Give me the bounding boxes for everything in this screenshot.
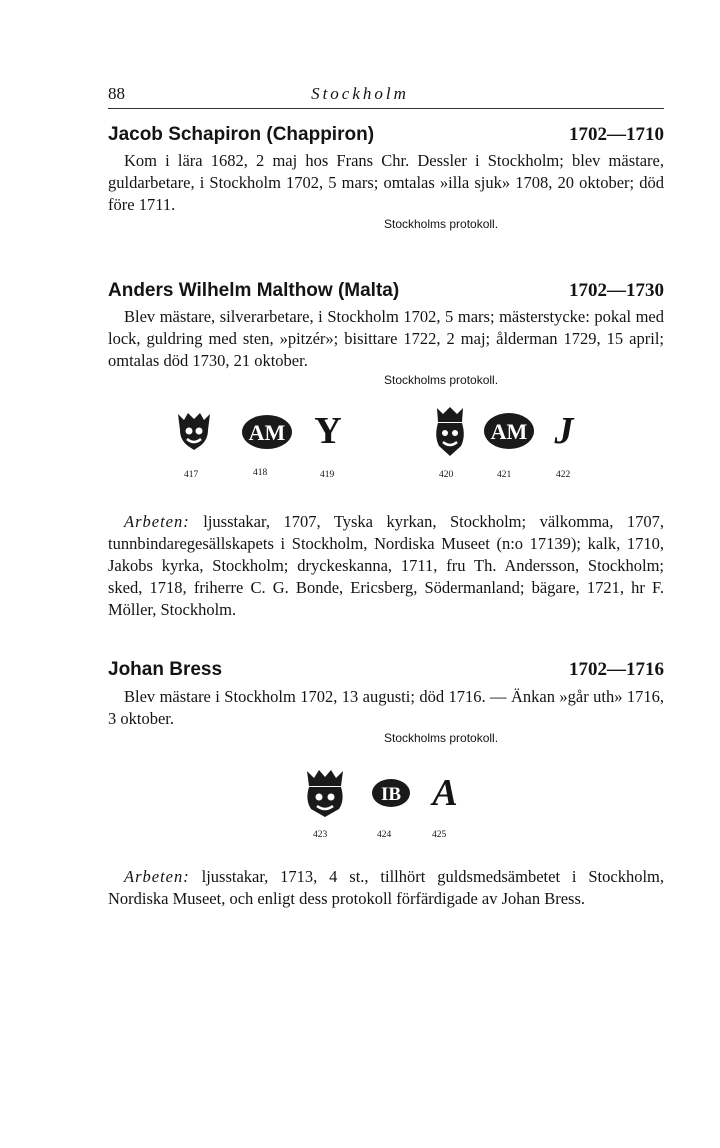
crowned-head-mark-icon	[430, 406, 470, 458]
entry-text: Kom i lära 1682, 2 maj hos Frans Chr. Dessler i Stockholm; blev mästare, guldarbetare, i Stockholm 1702, 5 mars; omtalas »illa sjuk» 1708, 20 oktober; död före 1711.	[108, 151, 664, 214]
entry-works	[108, 866, 664, 910]
entry-text: Blev mästare i Stockholm 1702, 13 augusti; död 1716. — Änkan »går uth» 1716, 3 oktober.	[108, 687, 664, 728]
entry-dates: 1702—1716	[569, 659, 664, 680]
entry-works	[108, 511, 664, 621]
entry-name: Jacob Schapiron (Chappiron)	[108, 124, 375, 145]
entry-source: Stockholms protokoll.	[384, 373, 499, 387]
mark-number: 419	[320, 470, 335, 480]
crowned-head-mark-icon	[173, 410, 215, 452]
AM-monogram-mark-icon	[241, 414, 293, 450]
letter-Y-mark-icon: Y	[314, 410, 342, 452]
AM-monogram-mark-icon	[483, 412, 535, 450]
mark-number: 418	[253, 468, 268, 478]
mark-number: 417	[184, 470, 199, 480]
running-head: Stockholm	[311, 84, 409, 103]
works-label: Arbeten:	[124, 512, 190, 531]
entry-dates: 1702—1730	[569, 280, 664, 301]
entry-heading	[108, 124, 664, 146]
entry-dates: 1702—1710	[569, 124, 664, 145]
mark-number: 421	[497, 470, 512, 480]
entry-source: Stockholms protokoll.	[384, 217, 499, 231]
mark-number: 425	[432, 830, 447, 840]
IB-monogram-mark-icon	[371, 778, 411, 808]
entry-text: Blev mästare, silverarbetare, i Stockholm 1702, 5 mars; mästerstycke: pokal med lock, guldring med sten, »pitzér»; bisittare 1722, 2 maj; ålderman 1729, 15 april; omtalas död 1730, 21 oktober.	[108, 307, 664, 370]
mark-number: 420	[439, 470, 454, 480]
mark-number: 422	[556, 470, 571, 480]
svg-text:AM: AM	[248, 420, 286, 445]
works-text: ljusstakar, 1713, 4 st., tillhört guldsmedsämbetet i Stockholm, Nordiska Museet, och enligt dess protokoll förfärdigade av Johan Bress.	[108, 867, 664, 908]
entry-name: Johan Bress	[108, 659, 223, 680]
crowned-head-mark-icon	[303, 768, 347, 818]
svg-text:IB: IB	[380, 784, 402, 805]
mark-number: 424	[377, 830, 392, 840]
header-rule	[108, 108, 664, 109]
svg-text:AM: AM	[490, 419, 528, 444]
works-label: Arbeten:	[124, 867, 190, 886]
works-text: ljusstakar, 1707, Tyska kyrkan, Stockholm; välkomma, 1707, tunnbindaregesällskapets i Stockholm, Nordiska Museet (n:o 17139); kalk, 1710, Jakobs kyrka, Stockholm; dryckeskanna, 1711, fru Th. Andersson, Stockholm; sked, 1718, friherre C. G. Bonde, Ericsberg, Södermanland; bägare, 1721, hr F. Möller, Stockholm.	[108, 512, 665, 619]
entry-name: Anders Wilhelm Malthow (Malta)	[108, 280, 400, 301]
entry-heading	[108, 659, 664, 681]
date-letter-mark-icon: A	[432, 772, 458, 814]
entry-heading	[108, 280, 664, 302]
date-letter-mark-icon: J	[554, 410, 574, 452]
entry-source: Stockholms protokoll.	[384, 731, 499, 745]
mark-number: 423	[313, 830, 328, 840]
page-number: 88	[108, 84, 125, 103]
